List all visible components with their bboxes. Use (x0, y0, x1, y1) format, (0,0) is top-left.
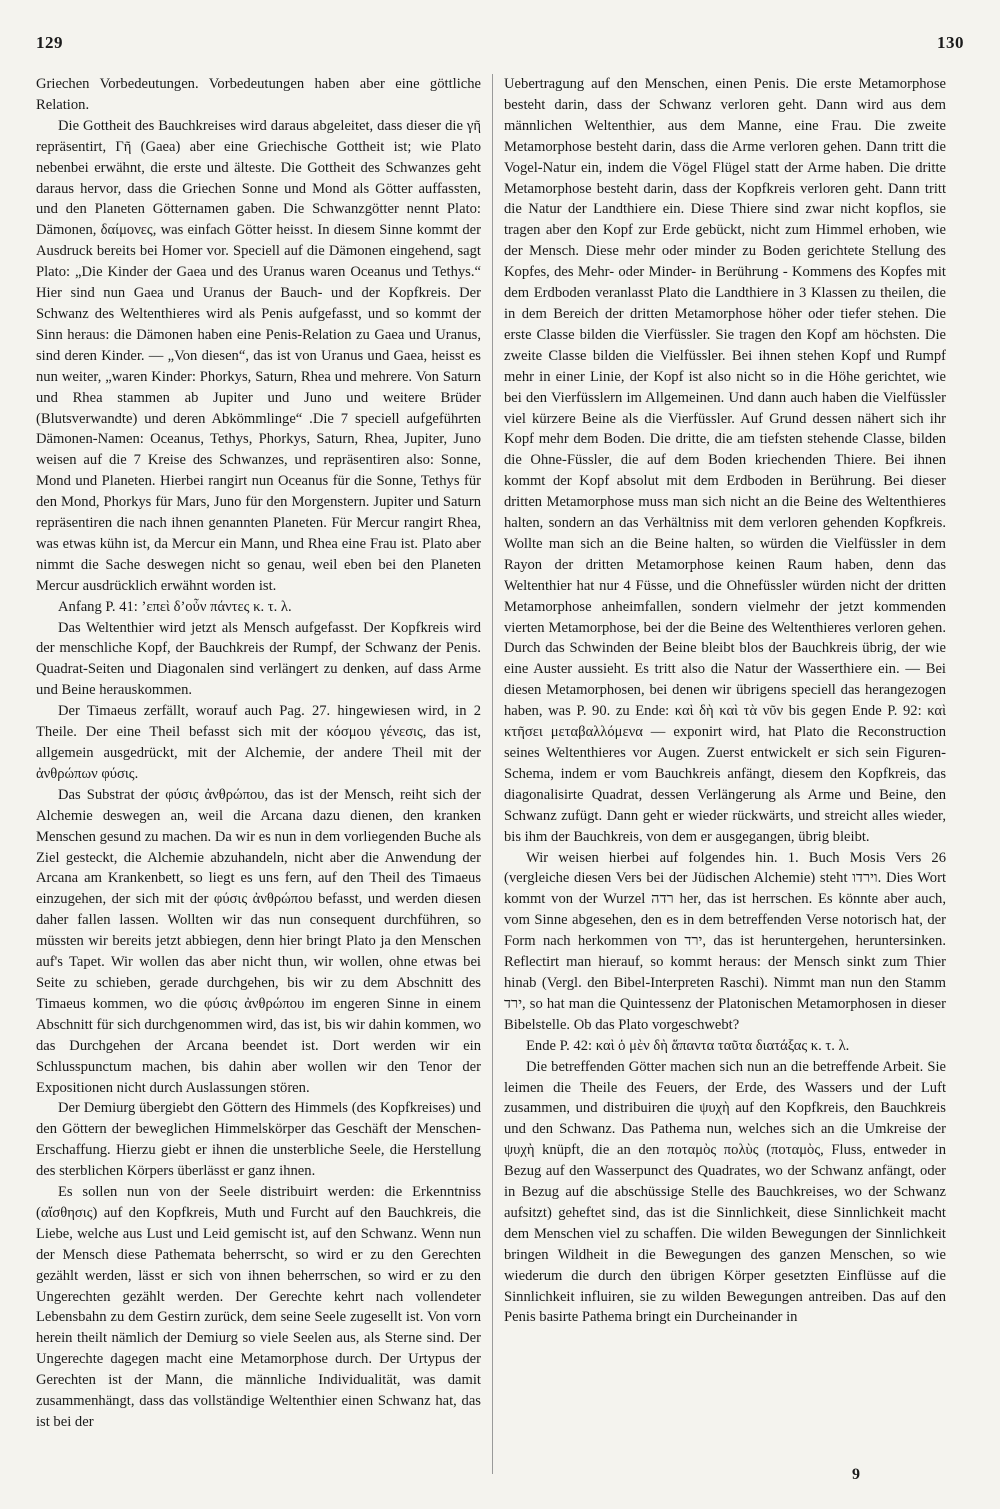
paragraph: Das Substrat der φύσις ἀνθρώπου, das ist der Mensch, reiht sich der Alchemie deswegen an, weil die Arcana dazu dienen, den kranken Menschen gesund zu machen. Da wir es nun in dem vorliegenden Buche als Ziel gesteckt, die Alchemie abzuhandeln, nicht aber die Anwendung der Arcana am Krankenbett, so liegt es uns fern, auf den Theil des Timaeus einzugehen, der sich mit der φύσις ἀνθρώπου befasst, und werden diesen daher fallen lassen. Wollten wir das nun consequent durchführen, so müssten wir bereits jetzt abbiegen, denn hier bringt Plato ja den Menschen auf's Tapet. Wir wollen das aber nicht thun, wir wollen, ohne etwas bei Seite zu schieben, gerade durchgehen, bis wir zu dem Abschnitt des Timaeus kommen, wo die φύσις ἀνθρώπου im engeren Sinne in einem Abschnitt für sich durchgenommen wird, das ist, bis wir dahin kommen, wo das Durchgehen der Arcana beendet ist. Dort werden wir ein Schlusspunctum machen, bis dahin aber wollen wir den Tenor der Expositionen nicht durch Auslassungen stören. (36, 786, 481, 1096)
paragraph: Anfang P. 41: ’επεὶ δ’οὖν πάντες κ. τ. λ. (58, 598, 292, 615)
paragraph: Griechen Vorbedeutungen. Vorbedeutungen haben aber eine göttliche Relation. (36, 76, 481, 113)
paragraph: Ende P. 42: καὶ ὁ μὲν δὴ ἅπαντα ταῦτα διατάξας κ. τ. λ. (526, 1037, 850, 1054)
printer-signature-mark: 9 (852, 1466, 860, 1483)
paragraph: Uebertragung auf den Menschen, einen Penis. Die erste Metamorphose besteht darin, dass der Schwanz verloren geht. Dann wird aus dem männlichen Weltenthier, aus dem Manne, eine Frau. Die zweite Metamorphose besteht darin, dass die Arme verloren gehen. Dann tritt die Vogel-Natur ein, indem die Vögel Flügel statt der Arme haben. Die dritte Metamorphose besteht darin, dass der Kopfkreis verloren geht. Dann tritt die Natur der Landthiere ein. Diese Thiere sind zwar nicht kopflos, sie tragen aber den Kopf zur Erde gebückt, nicht zum Himmel erhoben, wie der Mensch. Diese mehr oder minder zu Boden gerichtete Stellung des Kopfes, des Mehr- oder Minder- in Berührung - Kommens des Kopfes mit dem Erdboden veranlasst Plato die Landthiere in 3 Klassen zu theilen, die in dem Bereich der dritten Metamorphose höher oder tiefer stehen. Die erste Classe bilden die Vierfüssler. Sie tragen den Kopf am höchsten. Die zweite Classe bilden die Vielfüssler. Bei ihnen stehen Kopf und Rumpf mehr in einer Linie, der Kopf ist also nicht so in die Höhe gerichtet, wie bei den Vierfüsslern im Allgemeinen. Und dann auch haben die Vielfüssler viel kürzere Beine als die Vierfüssler. Auf Grund dessen nähert sich ihr Kopf mehr dem Boden. Die dritte, die am tiefsten stehende Classe, bilden die Ohne-Füssler, die auf dem Boden kriechenden Thiere. Bei ihnen kommt der Kopf absolut mit dem Erdboden in Berührung. Bei dieser dritten Metamorphose muss man sich nicht an die Beine des Weltenthieres halten, sondern an das Verhältniss mit dem verloren gehenden Kopfkreis. Wollte man sich an die Beine halten, so würden die Vielfüssler in dem Rayon der dritten Metamorphose keinen Raum haben, denn das Weltenthier hat nur 4 Füsse, und die Ohnefüssler würden nicht der dritten Metamorphose anheimfallen, sondern vielmehr der jetzt kommenden vierten Metamorphose, bei der die Beine des Weltenthieres verloren gehen. Durch das Schwinden der Beine bleibt blos der Bauchkreis übrig, der wie eine Auster aussieht. Es tritt also die Natur der Wasserthiere ein. — Bei diesen Metamorphosen, bei denen wir übrigens speciell das herangezogen haben, was P. 90. zu Ende: καὶ δὴ καὶ τὰ νῦν bis gegen Ende P. 92: καὶ κτῆσει μεταβαλλόμενα — exponirt wird, hat Plato die Reconstruction seines Weltenthieres vor Augen. Zuerst entwickelt er sich sein Figuren-Schema, indem er vom Bauchkreis anfängt, diesem den Kopfkreis, das diagonalisirte Quadrat, dessen Verlängerung als Arme und Beine, den Schwanz zufügt. Dann geht er wieder rückwärts, und streicht alles wieder, bis ihm der Bauchkreis, von dem er ausgegangen, übrig bleibt. (504, 76, 946, 845)
paragraph: Wir weisen hierbei auf folgendes hin. 1. Buch Mosis Vers 26 (vergleiche diesen Vers bei der Jüdischen Alchemie) steht וירדו. Dies Wort kommt von der Wurzel רדה her, das ist herrschen. Es könnte aber auch, vom Sinne abgesehen, den es in dem betreffenden Verse notorisch hat, der Form nach herkommen von ירד, das ist heruntergehen, heruntersinken. Reflectirt man hierauf, so kommt heraus: der Mensch sinkt zum Thier hinab (Vergl. den Bibel-Interpreten Raschi). Nimmt man nun den Stamm ירד, so hat man die Quintessenz der Platonischen Metamorphosen in dieser Bibelstelle. Ob das Plato vorgeschwebt? (504, 849, 946, 1033)
column-divider (492, 74, 493, 1474)
paragraph: Die Gottheit des Bauchkreises wird daraus abgeleitet, dass dieser die γῆ repräsentirt, Γῆ (Gaea) aber eine Griechische Gottheit ist; wie Plato nebenbei erwähnt, die erste und älteste. Die Gottheit des Schwanzes geht daraus hervor, dass die Griechen Sonne und Mond als Götter auffassten, und den Planeten Götternamen gaben. Die Schwanzgötter nennt Plato: Dämonen, δαίμονες, was einfach Götter heisst. In diesem Sinne kommt der Ausdruck bereits bei Homer vor. Speciell auf die Dämonen eingehend, sagt Plato: „Die Kinder der Gaea und des Uranus waren Oceanus und Tethys.“ Hier sind nun Gaea und Uranus der Bauch- und der Kopfkreis. Der Schwanz des Weltenthieres wird als Penis aufgefasst, und so kommt der Sinn heraus: die Dämonen haben eine Penis-Relation zu Gaea und Uranus, sind deren Kinder. — „Von diesen“, das ist von Uranus und Gaea, heisst es nun weiter, „waren Kinder: Phorkys, Saturn, Rhea und mehrere. Von Saturn und Rhea stammen ab Jupiter und Juno und weitere Brüder (Blutsverwandte) und deren Abkömmlinge“ .Die 7 speciell aufgeführten Dämonen-Namen: Oceanus, Tethys, Phorkys, Saturn, Rhea, Jupiter, Juno weisen auf die 7 Kreise des Schwanzes, und repräsentiren also: Sonne, Mond und Planeten. Hierbei rangirt nun Oceanus für die Sonne, Tethys für den Mond, Phorkys für Mars, Juno für den Morgenstern. Jupiter und Saturn repräsentiren die nach ihnen genannten Planeten. Für Mercur rangirt Rhea, was etwas kühn ist, da Mercur ein Mann, und Rhea eine Frau ist. Plato aber nimmt die Sache deswegen nicht so genau, weil eben bei den Planeten Mercur ausdrücklich erwähnt worden ist. (36, 117, 481, 594)
paragraph: Es sollen nun von der Seele distribuirt werden: die Erkenntniss (αἴσθησις) auf den Kopfkreis, Muth und Furcht auf den Bauchkreis, die Liebe, welche aus Lust und Leid gemischt ist, auf den Schwanz. Wenn nun der Mensch diese Pathemata beherrscht, so wird er zu den Gerechten gezählt werden, lässt er sich von ihnen beherrschen, so wird er zu den Ungerechten gezählt werden. Der Gerechte kehrt nach vollendeter Lebensbahn zu dem Gestirn zurück, dem seine Seele zugesellt ist. Von vorn herein theilt nämlich der Demiurg so viele Seelen aus, als Sterne sind. Der Ungerechte dagegen macht eine Metamorphose durch. Der Urtypus der Gerechten ist der Mann, die männliche Individualität, was damit zusammenhängt, dass das vollständige Weltenthier einen Schwanz hat, das ist bei der (36, 1184, 481, 1430)
paragraph: Die betreffenden Götter machen sich nun an die betreffende Arbeit. Sie leimen die Theile des Feuers, der Erde, des Wassers und der Luft zusammen, und distribuiren die ψυχὴ auf den Kopfkreis, den Bauchkreis und den Schwanz. Das Pathema nun, welches sich an die Umkreise der ψυχὴ knüpft, die an den ποταμὸς πολὺς (ποταμὸς, Fluss, entweder in Bezug auf den Wasserpunct des Quadrates, wo der Schwanz anfängt, oder in Bezug auf die abschüssige Stelle des Bauchkreises, wo der Schwanz aufsitzt) geheftet sind, das ist die Sinnlichkeit, diese Sinnlichkeit macht dem Menschen viel zu schaffen. Die wilden Bewegungen der Sinnlichkeit bringen Wildheit in die Bewegungen des ganzen Menschen, so wie wiederum die durch den übrigen Körper gesetzten Einflüsse auf die Sinnlichkeit influiren, sie zu wilden Bewegungen antreiben. Das auf den Penis basirte Pathema bringt ein Durcheinander in (504, 1058, 946, 1326)
right-page-number: 130 (937, 33, 964, 52)
left-page-number: 129 (36, 33, 63, 52)
paragraph: Der Demiurg übergiebt den Göttern des Himmels (des Kopfkreises) und den Göttern der beweglichen Himmelskörper das Geschäft der Menschen-Erschaffung. Hierzu giebt er ihnen die unsterbliche Seele, die Herstellung des sterblichen Körpers überlässt er ganz ihnen. (36, 1100, 481, 1180)
right-text-column (504, 74, 946, 1509)
paragraph: Der Timaeus zerfällt, worauf auch Pag. 27. hingewiesen wird, in 2 Theile. Der eine Theil befasst sich mit der κόσμου γένεσις, das ist, allgemein ausgedrückt, mit der Alchemie, der andere Theil mit der ἀνθρώπων φύσις. (36, 703, 481, 782)
left-text-column (36, 74, 481, 1509)
paragraph: Das Weltenthier wird jetzt als Mensch aufgefasst. Der Kopfkreis wird der menschliche Kopf, der Bauchkreis der Rumpf, der Schwanz der Penis. Quadrat-Seiten und Diagonalen sind verlängert zu denken, auf dass Arme und Beine herauskommen. (36, 619, 481, 699)
